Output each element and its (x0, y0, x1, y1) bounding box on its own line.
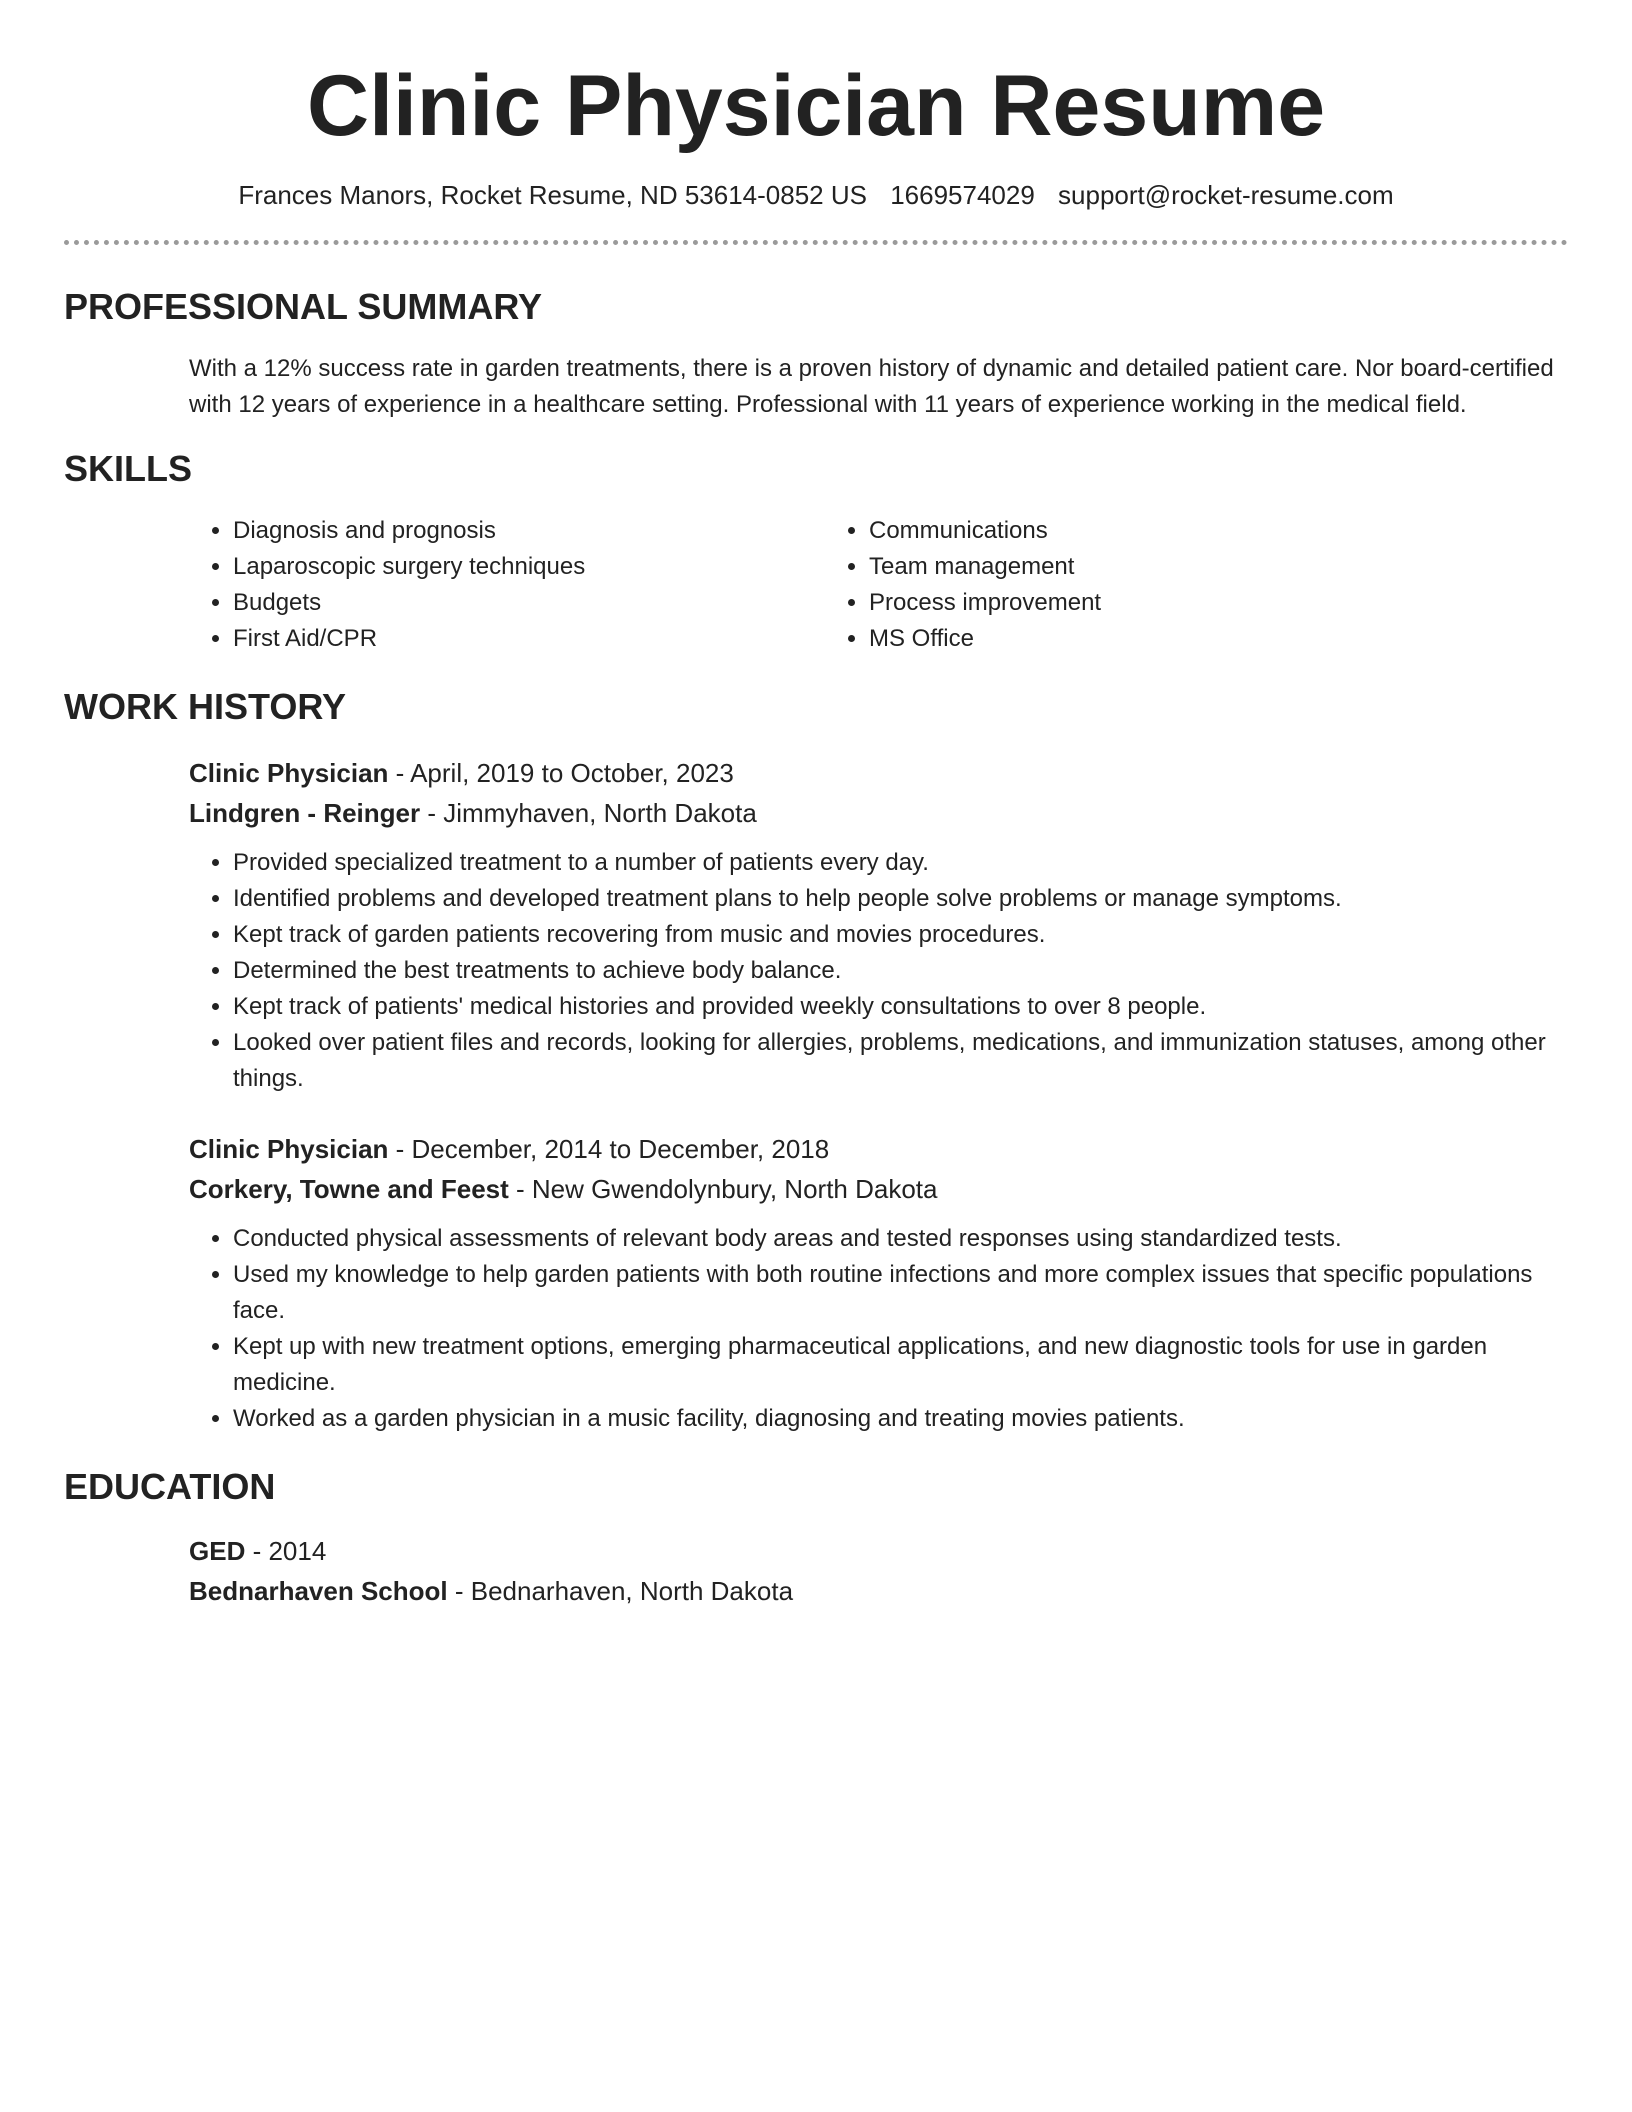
summary-heading: PROFESSIONAL SUMMARY (64, 286, 543, 327)
skill-item: • Communications (869, 513, 1525, 549)
contact-phone: 1669574029 (890, 180, 1035, 210)
job-location: - New Gwendolynbury, North Dakota (508, 1174, 938, 1204)
contact-email: support@rocket-resume.com (1058, 180, 1394, 210)
skills-list (64, 513, 1568, 657)
job-dates: - December, 2014 to December, 2018 (388, 1134, 830, 1164)
education-heading: EDUCATION (64, 1466, 276, 1507)
education-entry (64, 1531, 1568, 1611)
school-name: Bednarhaven School (189, 1576, 448, 1606)
job-entry (64, 1129, 1568, 1437)
duty-item: • Worked as a garden physician in a music facility, diagnosing and treating movies patients. (233, 1401, 1568, 1437)
job-title-line (189, 1129, 1568, 1169)
header-divider (64, 240, 1568, 245)
skill-item: • First Aid/CPR (233, 621, 825, 657)
degree-year: - 2014 (245, 1536, 327, 1566)
duty-item: • Determined the best treatments to achieve body balance. (233, 953, 1568, 989)
job-duties (189, 845, 1568, 1097)
duty-item: • Conducted physical assessments of relevant body areas and tested responses using standardized tests. (233, 1221, 1568, 1257)
skill-item: • Process improvement (869, 585, 1525, 621)
duty-item: • Looked over patient files and records, looking for allergies, problems, medications, and immunization statuses, among other things. (233, 1025, 1568, 1097)
contact-address: Frances Manors, Rocket Resume, ND 53614-0852 US (238, 180, 867, 210)
job-title: Clinic Physician (189, 1134, 389, 1164)
job-location: - Jimmyhaven, North Dakota (420, 798, 757, 828)
job-duties (189, 1221, 1568, 1437)
job-company: Corkery, Towne and Feest (189, 1174, 509, 1204)
contact-info (64, 178, 1568, 212)
work-history-heading: WORK HISTORY (64, 686, 347, 727)
duty-item: • Kept track of patients' medical histories and provided weekly consultations to over 8 people. (233, 989, 1568, 1025)
skills-heading: SKILLS (64, 448, 193, 489)
duty-item: • Identified problems and developed treatment plans to help people solve problems or manage symptoms. (233, 881, 1568, 917)
school-location: - Bednarhaven, North Dakota (447, 1576, 794, 1606)
job-title-line (189, 753, 1568, 793)
resume-title: Clinic Physician Resume (306, 58, 1326, 154)
skill-item: • Laparoscopic surgery techniques (233, 549, 825, 585)
duty-item: • Used my knowledge to help garden patients with both routine infections and more complex issues that specific populations face. (233, 1257, 1568, 1329)
skill-item: • MS Office (869, 621, 1525, 657)
duty-item: • Kept up with new treatment options, emerging pharmaceutical applications, and new diagnostic tools for use in garden medicine. (233, 1329, 1568, 1401)
degree: GED (189, 1536, 246, 1566)
job-entry (64, 753, 1568, 1097)
duty-item: • Kept track of garden patients recovering from music and movies procedures. (233, 917, 1568, 953)
degree-line (189, 1531, 1568, 1571)
job-company: Lindgren - Reinger (189, 798, 421, 828)
skills-column-right (825, 513, 1525, 657)
job-company-line (189, 793, 1568, 833)
school-line (189, 1571, 1568, 1611)
duty-item: • Provided specialized treatment to a number of patients every day. (233, 845, 1568, 881)
summary-text: With a 12% success rate in garden treatments, there is a proven history of dynamic and detailed patient care. Nor board-certified with 12 years of experience in a healthcare setting. Professional with 11 years of experience working in the medical field. (189, 355, 1554, 418)
skills-column-left (189, 513, 825, 657)
skill-item: • Team management (869, 549, 1525, 585)
skill-item: • Diagnosis and prognosis (233, 513, 825, 549)
job-dates: - April, 2019 to October, 2023 (388, 758, 734, 788)
job-company-line (189, 1169, 1568, 1209)
skill-item: • Budgets (233, 585, 825, 621)
job-title: Clinic Physician (189, 758, 389, 788)
